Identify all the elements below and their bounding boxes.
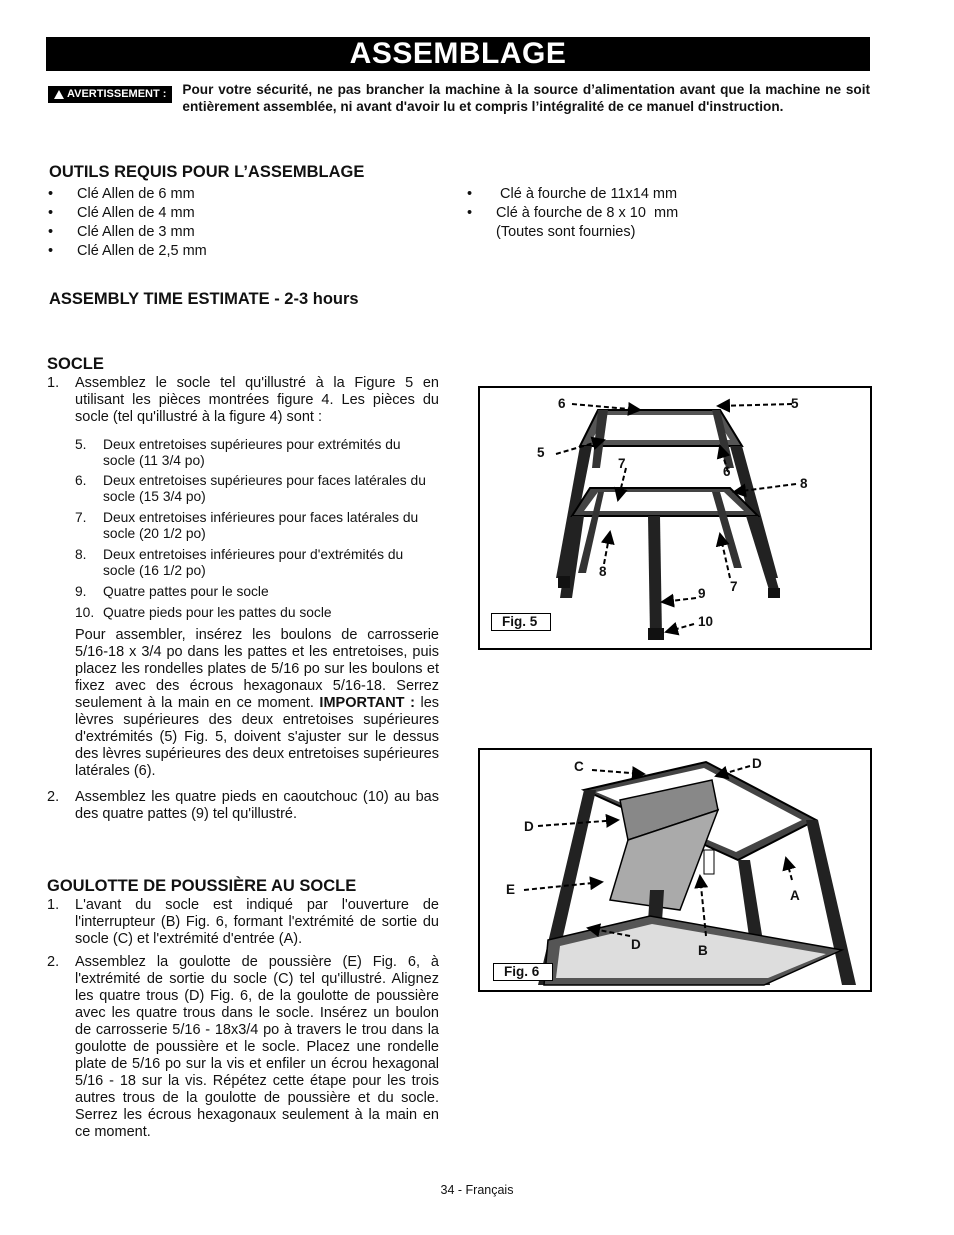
- socle-heading: SOCLE: [47, 355, 104, 373]
- dust-chute-illustration: [480, 750, 870, 990]
- callout-label: D: [524, 819, 534, 834]
- callout-label: 6: [558, 396, 566, 411]
- list-item: 9. Quatre pattes pour le socle: [75, 584, 269, 599]
- list-item: • Clé Allen de 6 mm: [48, 186, 195, 202]
- callout-label: A: [790, 888, 800, 903]
- tools-list-right: [467, 185, 678, 242]
- list-item: 6. Deux entretoises supérieures pour faces latérales du socle (15 3/4 po): [75, 473, 426, 504]
- callout-label: 5: [537, 445, 545, 460]
- callout-label: 6: [723, 464, 731, 479]
- socle-parts-list: [75, 437, 427, 626]
- callout-label: C: [574, 759, 584, 774]
- figure-6: [478, 748, 872, 992]
- callout-label: E: [506, 882, 516, 897]
- stand-illustration: [480, 388, 870, 648]
- warning-icon: [54, 90, 64, 99]
- goulotte-step-2: 2. Assemblez la goulotte de poussière (E) Fig. 6, à l'extrémité de sortie du socle (C) tel qu'illustré. Alignez les quatre trous (D) Fig. 6, de la goulotte de poussière avec les quatre trous dans le socle. Insérez un boulon de carrosserie 5/16 - 18x3/4 po à travers le trou dans la goulotte de poussière et le socle. Placez une rondelle plate de 5/16 po sur la vis et enfiler un écrou hexagonal 5/16 - 18 sur la vis. Répétez cette étape pour les trois autres trous de la goulotte de poussière et du socle. Serrez les écrous hexagonaux seulement à la main en ce moment.: [47, 954, 439, 1140]
- warning-block: [48, 81, 870, 115]
- callout-label: 9: [698, 586, 706, 601]
- list-item: 10. Quatre pieds pour les pattes du socle: [75, 605, 332, 620]
- list-item: • Clé Allen de 4 mm: [48, 205, 195, 221]
- goulotte-step-1: 1. L'avant du socle est indiqué par l'ouverture de l'interrupteur (B) Fig. 6, formant l'extrémité de sortie du socle (C) et l'extrémité d'entrée (A).: [47, 897, 439, 947]
- figure-5: [478, 386, 872, 650]
- tools-heading: OUTILS REQUIS POUR L’ASSEMBLAGE: [49, 163, 365, 181]
- callout-label: D: [631, 937, 641, 952]
- tools-note: (Toutes sont fournies): [496, 224, 636, 240]
- list-item: • Clé à fourche de 8 x 10 mm: [467, 205, 679, 221]
- list-item: 7. Deux entretoises inférieures pour faces latérales du socle (20 1/2 po): [75, 510, 419, 541]
- list-item: • Clé Allen de 2,5 mm: [48, 243, 207, 259]
- warning-text: Pour votre sécurité, ne pas brancher la machine à la source d’alimentation avant que la machine ne soit entièrement assemblée, ni avant d'avoir lu et compris l’intégralité de ce manuel d'instruction.: [182, 82, 870, 114]
- callout-label: 5: [791, 396, 799, 411]
- warning-badge: [48, 86, 172, 103]
- list-item: 5. Deux entretoises supérieures pour extrémités du socle (11 3/4 po): [75, 437, 401, 468]
- time-estimate-heading: ASSEMBLY TIME ESTIMATE - 2-3 hours: [49, 290, 359, 308]
- callout-label: B: [698, 943, 708, 958]
- callout-label: 7: [730, 579, 738, 594]
- socle-assemble-text: Pour assembler, insérez les boulons de carrosserie 5/16-18 x 3/4 po dans les pattes et les entretoises, puis placez les rondelles plates de 5/16 po sur les boulons et fixez avec des écrous hexagonaux 5/16-18. Serrez seulement à la main en ce moment. IMPORTANT : les lèvres supérieures des deux entretoises supérieures d'extrémités (5) Fig. 5, doivent s'ajuster sur le dessus des lèvres supérieures des deux entretoises supérieures latérales (6).: [75, 627, 440, 779]
- callout-label: 7: [618, 456, 626, 471]
- goulotte-heading: GOULOTTE DE POUSSIÈRE AU SOCLE: [47, 877, 357, 895]
- socle-step-1: 1. Assemblez le socle tel qu'illustré à la Figure 5 en utilisant les pièces montrées figure 4. Les pièces du socle (tel qu'illustré à la figure 4) sont :: [47, 375, 439, 425]
- figure-5-label: Fig. 5: [491, 613, 551, 631]
- callout-label: D: [752, 756, 762, 771]
- callout-label: 10: [698, 614, 714, 629]
- list-item: • Clé à fourche de 11x14 mm: [467, 186, 678, 202]
- page-title: ASSEMBLAGE: [46, 37, 870, 71]
- list-item: 8. Deux entretoises inférieures pour d'extrémités du socle (16 1/2 po): [75, 547, 404, 578]
- warning-badge-label: AVERTISSEMENT :: [67, 88, 167, 100]
- list-item: • Clé Allen de 3 mm: [48, 224, 195, 240]
- callout-label: 8: [599, 564, 607, 579]
- page-footer: 34 - Français: [440, 1183, 514, 1197]
- figure-6-label: Fig. 6: [493, 963, 553, 981]
- tools-list-left: [48, 185, 207, 261]
- socle-step-2: 2. Assemblez les quatre pieds en caoutchouc (10) au bas des quatre pattes (9) tel qu'illustré.: [47, 789, 439, 822]
- callout-label: 8: [800, 476, 808, 491]
- important-label: IMPORTANT :: [319, 695, 415, 711]
